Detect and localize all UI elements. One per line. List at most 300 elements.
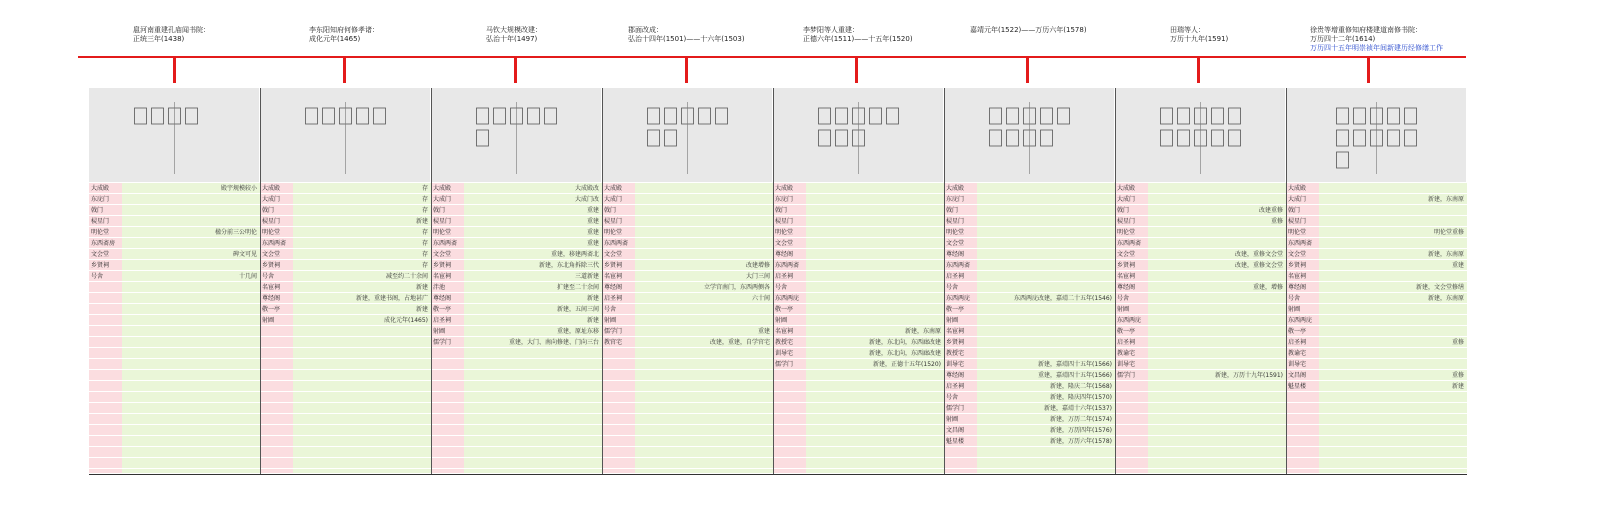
building-change: [635, 194, 773, 204]
empty-cell: [89, 436, 123, 446]
building-change: 重建: [1319, 260, 1467, 270]
empty-cell: [260, 392, 294, 402]
timeline-tick: [1026, 56, 1029, 83]
building-row: [260, 183, 431, 194]
empty-row: [773, 392, 944, 403]
empty-cell: [293, 447, 431, 457]
empty-cell: [431, 403, 465, 413]
building-row: [1115, 205, 1286, 216]
building-outline: [1007, 130, 1019, 146]
building-row: [602, 216, 773, 227]
empty-row: [1115, 436, 1286, 447]
building-name: 棂星门: [602, 216, 636, 226]
building-change: [122, 260, 260, 270]
building-row: [431, 315, 602, 326]
building-outline: [870, 108, 882, 124]
empty-cell: [635, 425, 773, 435]
timeline-event: [1170, 26, 1228, 44]
empty-cell: [806, 370, 944, 380]
empty-cell: [635, 403, 773, 413]
building-outline: [1354, 130, 1366, 146]
building-name: 大成门: [260, 194, 294, 204]
building-name: 乡贤祠: [89, 260, 123, 270]
building-row: [944, 249, 1115, 260]
building-change: [806, 205, 944, 215]
building-name: 射圃: [944, 414, 978, 424]
building-change: [806, 271, 944, 281]
building-name: 教授宅: [944, 348, 978, 358]
empty-row: [773, 403, 944, 414]
timeline-tick: [1367, 56, 1370, 83]
site-plan-drawing: [944, 88, 1115, 182]
empty-row: [602, 348, 773, 359]
building-name: 戟门: [89, 205, 123, 215]
building-row: [1115, 194, 1286, 205]
building-row: [89, 194, 260, 205]
empty-row: [1115, 392, 1286, 403]
building-outline: [1405, 108, 1417, 124]
building-change: 改建重修: [1148, 205, 1286, 215]
building-change: [806, 227, 944, 237]
building-change: 重修: [1319, 370, 1467, 380]
empty-cell: [293, 370, 431, 380]
event-title: 李梦阳等人重建：: [803, 26, 859, 34]
building-outline: [152, 108, 164, 124]
empty-cell: [260, 436, 294, 446]
empty-row: [260, 370, 431, 381]
empty-cell: [1286, 447, 1320, 457]
building-name: 启圣祠: [431, 315, 465, 325]
empty-cell: [1319, 436, 1467, 446]
building-name: 戟门: [1115, 205, 1149, 215]
building-outline: [887, 108, 899, 124]
building-name: 射圃: [431, 326, 465, 336]
building-change: 重建，大门、南向修建、门向三台: [464, 337, 602, 347]
building-change: [977, 194, 1115, 204]
empty-cell: [602, 436, 636, 446]
building-row: [944, 271, 1115, 282]
building-name: 东西两斋: [1286, 238, 1320, 248]
building-name: 东西两庑: [944, 293, 978, 303]
empty-row: [944, 469, 1115, 474]
building-change: [977, 238, 1115, 248]
building-name: 东西两庑: [1286, 315, 1320, 325]
empty-row: [89, 403, 260, 414]
event-date: 万历十九年(1591): [1170, 35, 1229, 43]
building-name: 训导宅: [773, 348, 807, 358]
building-name: 启圣祠: [1286, 337, 1320, 347]
building-change: 改建，重修文会堂: [1148, 249, 1286, 259]
empty-cell: [464, 381, 602, 391]
building-name: 大成殿: [602, 183, 636, 193]
empty-cell: [431, 392, 465, 402]
building-change: 新建，重建书阁，占地甚广: [293, 293, 431, 303]
empty-row: [431, 414, 602, 425]
building-outline: [648, 108, 660, 124]
building-change: 立学宫南门，东西两侧各: [635, 282, 773, 292]
building-change: 新建，嘉靖十六年(1537): [977, 403, 1115, 413]
building-change: [1148, 271, 1286, 281]
building-change: 新建，东南原: [1319, 293, 1467, 303]
building-change: [1148, 348, 1286, 358]
empty-cell: [122, 315, 260, 325]
building-name: 训导宅: [1115, 359, 1149, 369]
empty-row: [89, 370, 260, 381]
building-row: [431, 227, 602, 238]
building-row: [89, 183, 260, 194]
empty-cell: [122, 293, 260, 303]
event-date: 弘治十年(1497): [486, 35, 538, 43]
building-row: [431, 238, 602, 249]
empty-cell: [122, 436, 260, 446]
building-name: 文会堂: [89, 249, 123, 259]
empty-cell: [260, 359, 294, 369]
building-change: [635, 304, 773, 314]
building-name: 乡贤祠: [1286, 260, 1320, 270]
empty-row: [89, 414, 260, 425]
building-change: [122, 205, 260, 215]
building-row: [773, 304, 944, 315]
building-change: [635, 183, 773, 193]
building-change: 新建，东南原: [1319, 249, 1467, 259]
building-name: 棂星门: [260, 216, 294, 226]
building-name: 文昌阁: [944, 425, 978, 435]
empty-row: [602, 392, 773, 403]
building-change: [1319, 304, 1467, 314]
building-change: 明伦堂重修: [1319, 227, 1467, 237]
building-name: 文会堂: [944, 238, 978, 248]
empty-cell: [1148, 392, 1286, 402]
empty-row: [1286, 392, 1467, 403]
empty-cell: [602, 370, 636, 380]
building-name: 大成门: [1286, 194, 1320, 204]
empty-row: [431, 436, 602, 447]
building-outline: [1337, 152, 1349, 168]
empty-cell: [977, 447, 1115, 457]
building-outline: [819, 130, 831, 146]
building-change: [1319, 315, 1467, 325]
empty-cell: [1319, 469, 1467, 473]
building-change: [806, 315, 944, 325]
building-change: 新建，东北角拆除三代: [464, 260, 602, 270]
empty-row: [431, 425, 602, 436]
site-plan-drawing: [431, 88, 602, 182]
empty-cell: [89, 304, 123, 314]
empty-cell: [635, 392, 773, 402]
building-name: 儒学门: [773, 359, 807, 369]
event-date: 弘治十四年(1501)——十六年(1503): [628, 35, 745, 43]
building-name: 魁星楼: [1286, 381, 1320, 391]
empty-cell: [602, 392, 636, 402]
empty-cell: [806, 447, 944, 457]
building-row: [944, 238, 1115, 249]
building-change: [1319, 205, 1467, 215]
building-name: 棂星门: [89, 216, 123, 226]
building-name: 号舍: [260, 271, 294, 281]
building-change: 新建: [293, 282, 431, 292]
building-change: [122, 194, 260, 204]
building-change: [635, 227, 773, 237]
empty-cell: [1319, 414, 1467, 424]
building-row: [602, 249, 773, 260]
building-name: 明伦堂: [431, 227, 465, 237]
building-name: 尊经阁: [773, 249, 807, 259]
building-change: 新建，东南原: [1319, 194, 1467, 204]
building-row: [1115, 370, 1286, 381]
empty-cell: [260, 447, 294, 457]
building-name: 敬一亭: [1286, 326, 1320, 336]
empty-cell: [944, 458, 978, 468]
building-name: 东庑门: [89, 194, 123, 204]
building-row: [944, 194, 1115, 205]
building-change: 新建，万历四年(1576): [977, 425, 1115, 435]
building-name: 文会堂: [1115, 249, 1149, 259]
building-name: 大成殿: [944, 183, 978, 193]
empty-cell: [806, 436, 944, 446]
building-row: [260, 194, 431, 205]
empty-row: [89, 381, 260, 392]
building-row: [1286, 326, 1467, 337]
period-column: [1286, 88, 1467, 474]
building-row: [1286, 249, 1467, 260]
building-row: [944, 414, 1115, 425]
empty-cell: [464, 469, 602, 473]
empty-cell: [1286, 469, 1320, 473]
empty-cell: [1115, 425, 1149, 435]
building-change: 扩建至二十余间: [464, 282, 602, 292]
building-outline: [135, 108, 147, 124]
event-title: 马钦大规模改建：: [486, 26, 542, 34]
building-name: 戟门: [944, 205, 978, 215]
empty-cell: [602, 447, 636, 457]
empty-cell: [1148, 381, 1286, 391]
empty-cell: [1115, 392, 1149, 402]
building-row: [89, 260, 260, 271]
empty-row: [602, 370, 773, 381]
period-column: [260, 88, 431, 474]
empty-cell: [260, 458, 294, 468]
building-name: 明伦堂: [602, 227, 636, 237]
building-outline: [1388, 108, 1400, 124]
building-row: [602, 304, 773, 315]
building-name: 号舍: [944, 282, 978, 292]
building-row: [602, 315, 773, 326]
building-change: 重修: [1319, 337, 1467, 347]
empty-cell: [773, 425, 807, 435]
building-outline: [357, 108, 369, 124]
building-name: 乡贤祠: [602, 260, 636, 270]
empty-cell: [602, 381, 636, 391]
building-change: [977, 348, 1115, 358]
timeline-event: [133, 26, 210, 44]
empty-cell: [89, 348, 123, 358]
empty-row: [89, 348, 260, 359]
building-name: 名宦祠: [773, 326, 807, 336]
site-plan: [944, 88, 1115, 182]
building-row: [260, 271, 431, 282]
empty-cell: [1319, 403, 1467, 413]
building-name: 训导宅: [1286, 359, 1320, 369]
empty-cell: [260, 414, 294, 424]
empty-cell: [293, 425, 431, 435]
building-name: 明伦堂: [260, 227, 294, 237]
empty-cell: [89, 381, 123, 391]
empty-row: [431, 370, 602, 381]
building-change: 大成殿改: [464, 183, 602, 193]
building-row: [773, 249, 944, 260]
empty-row: [602, 447, 773, 458]
empty-row: [89, 293, 260, 304]
empty-cell: [1286, 403, 1320, 413]
empty-cell: [122, 414, 260, 424]
empty-cell: [1286, 436, 1320, 446]
empty-cell: [89, 337, 123, 347]
empty-cell: [1148, 414, 1286, 424]
building-row: [944, 403, 1115, 414]
empty-cell: [1148, 403, 1286, 413]
building-row: [431, 194, 602, 205]
building-row: [1115, 348, 1286, 359]
building-name: 教授宅: [773, 337, 807, 347]
building-name: 明伦堂: [944, 227, 978, 237]
building-outline: [1058, 108, 1070, 124]
empty-cell: [1115, 447, 1149, 457]
building-name: 尊经阁: [944, 370, 978, 380]
empty-cell: [602, 469, 636, 473]
building-name: 启圣祠: [773, 271, 807, 281]
building-change: [1148, 315, 1286, 325]
building-name: 名宦祠: [260, 282, 294, 292]
building-change: 新建，嘉靖四十五年(1566): [977, 359, 1115, 369]
building-change: 新建: [1319, 381, 1467, 391]
building-name: 棂星门: [773, 216, 807, 226]
building-row: [1286, 337, 1467, 348]
building-change: 新建: [464, 293, 602, 303]
empty-cell: [977, 458, 1115, 468]
building-change: 成化元年(1465): [293, 315, 431, 325]
empty-cell: [260, 469, 294, 473]
empty-cell: [464, 359, 602, 369]
empty-cell: [89, 392, 123, 402]
empty-cell: [635, 447, 773, 457]
building-name: 东庑门: [773, 194, 807, 204]
empty-cell: [260, 326, 294, 336]
empty-cell: [431, 447, 465, 457]
building-name: 名宦祠: [1115, 271, 1149, 281]
event-date: 万历四十二年(1614): [1310, 35, 1376, 43]
building-name: 明伦堂: [1286, 227, 1320, 237]
empty-row: [89, 326, 260, 337]
building-outline: [374, 108, 386, 124]
building-change: 减至约二十余间: [293, 271, 431, 281]
building-name: 大成殿: [431, 183, 465, 193]
building-change: 重建: [464, 227, 602, 237]
building-change: [977, 216, 1115, 226]
empty-cell: [602, 348, 636, 358]
building-row: [1115, 315, 1286, 326]
empty-cell: [293, 469, 431, 473]
building-name: 大成门: [431, 194, 465, 204]
building-outline: [306, 108, 318, 124]
building-name: 东西两斋: [260, 238, 294, 248]
building-name: 东西两斋: [944, 260, 978, 270]
building-row: [1115, 337, 1286, 348]
empty-cell: [260, 381, 294, 391]
building-change: [977, 315, 1115, 325]
building-change: 存: [293, 194, 431, 204]
building-change: [1319, 216, 1467, 226]
empty-cell: [464, 458, 602, 468]
period-separator: [431, 88, 432, 474]
building-name: 儒学门: [602, 326, 636, 336]
building-outline: [323, 108, 335, 124]
building-row: [602, 227, 773, 238]
empty-row: [260, 381, 431, 392]
empty-cell: [431, 436, 465, 446]
building-name: 大成殿: [260, 183, 294, 193]
site-plan: [602, 88, 773, 182]
empty-cell: [773, 381, 807, 391]
empty-row: [431, 359, 602, 370]
building-row: [431, 304, 602, 315]
building-row: [944, 392, 1115, 403]
empty-cell: [1286, 425, 1320, 435]
site-plan: [431, 88, 602, 182]
empty-row: [773, 447, 944, 458]
building-name: 儒学门: [431, 337, 465, 347]
building-change: 新建: [464, 315, 602, 325]
building-row: [944, 381, 1115, 392]
building-change: [1319, 348, 1467, 358]
empty-cell: [1148, 469, 1286, 473]
building-row: [260, 282, 431, 293]
building-change: [806, 282, 944, 292]
empty-row: [260, 326, 431, 337]
building-name: 射圃: [944, 315, 978, 325]
building-name: 教谕宅: [1115, 348, 1149, 358]
building-change: [977, 249, 1115, 259]
empty-row: [602, 381, 773, 392]
building-name: 文昌阁: [1286, 370, 1320, 380]
period-column: [773, 88, 944, 474]
building-row: [89, 249, 260, 260]
building-name: 启圣祠: [944, 271, 978, 281]
empty-cell: [635, 359, 773, 369]
empty-cell: [1115, 458, 1149, 468]
building-row: [773, 282, 944, 293]
building-change: [1148, 293, 1286, 303]
empty-cell: [260, 337, 294, 347]
building-outline: [1161, 108, 1173, 124]
building-row: [260, 227, 431, 238]
timeline-tick: [173, 56, 176, 83]
empty-cell: [773, 436, 807, 446]
empty-row: [1286, 436, 1467, 447]
building-name: 棂星门: [944, 216, 978, 226]
empty-cell: [1286, 458, 1320, 468]
building-row: [1286, 304, 1467, 315]
empty-row: [602, 403, 773, 414]
building-row: [773, 359, 944, 370]
building-row: [773, 337, 944, 348]
building-change: 新建，东南原: [806, 326, 944, 336]
building-row: [944, 227, 1115, 238]
building-change: [977, 304, 1115, 314]
empty-cell: [977, 469, 1115, 473]
building-row: [602, 282, 773, 293]
empty-row: [1115, 447, 1286, 458]
empty-row: [944, 447, 1115, 458]
